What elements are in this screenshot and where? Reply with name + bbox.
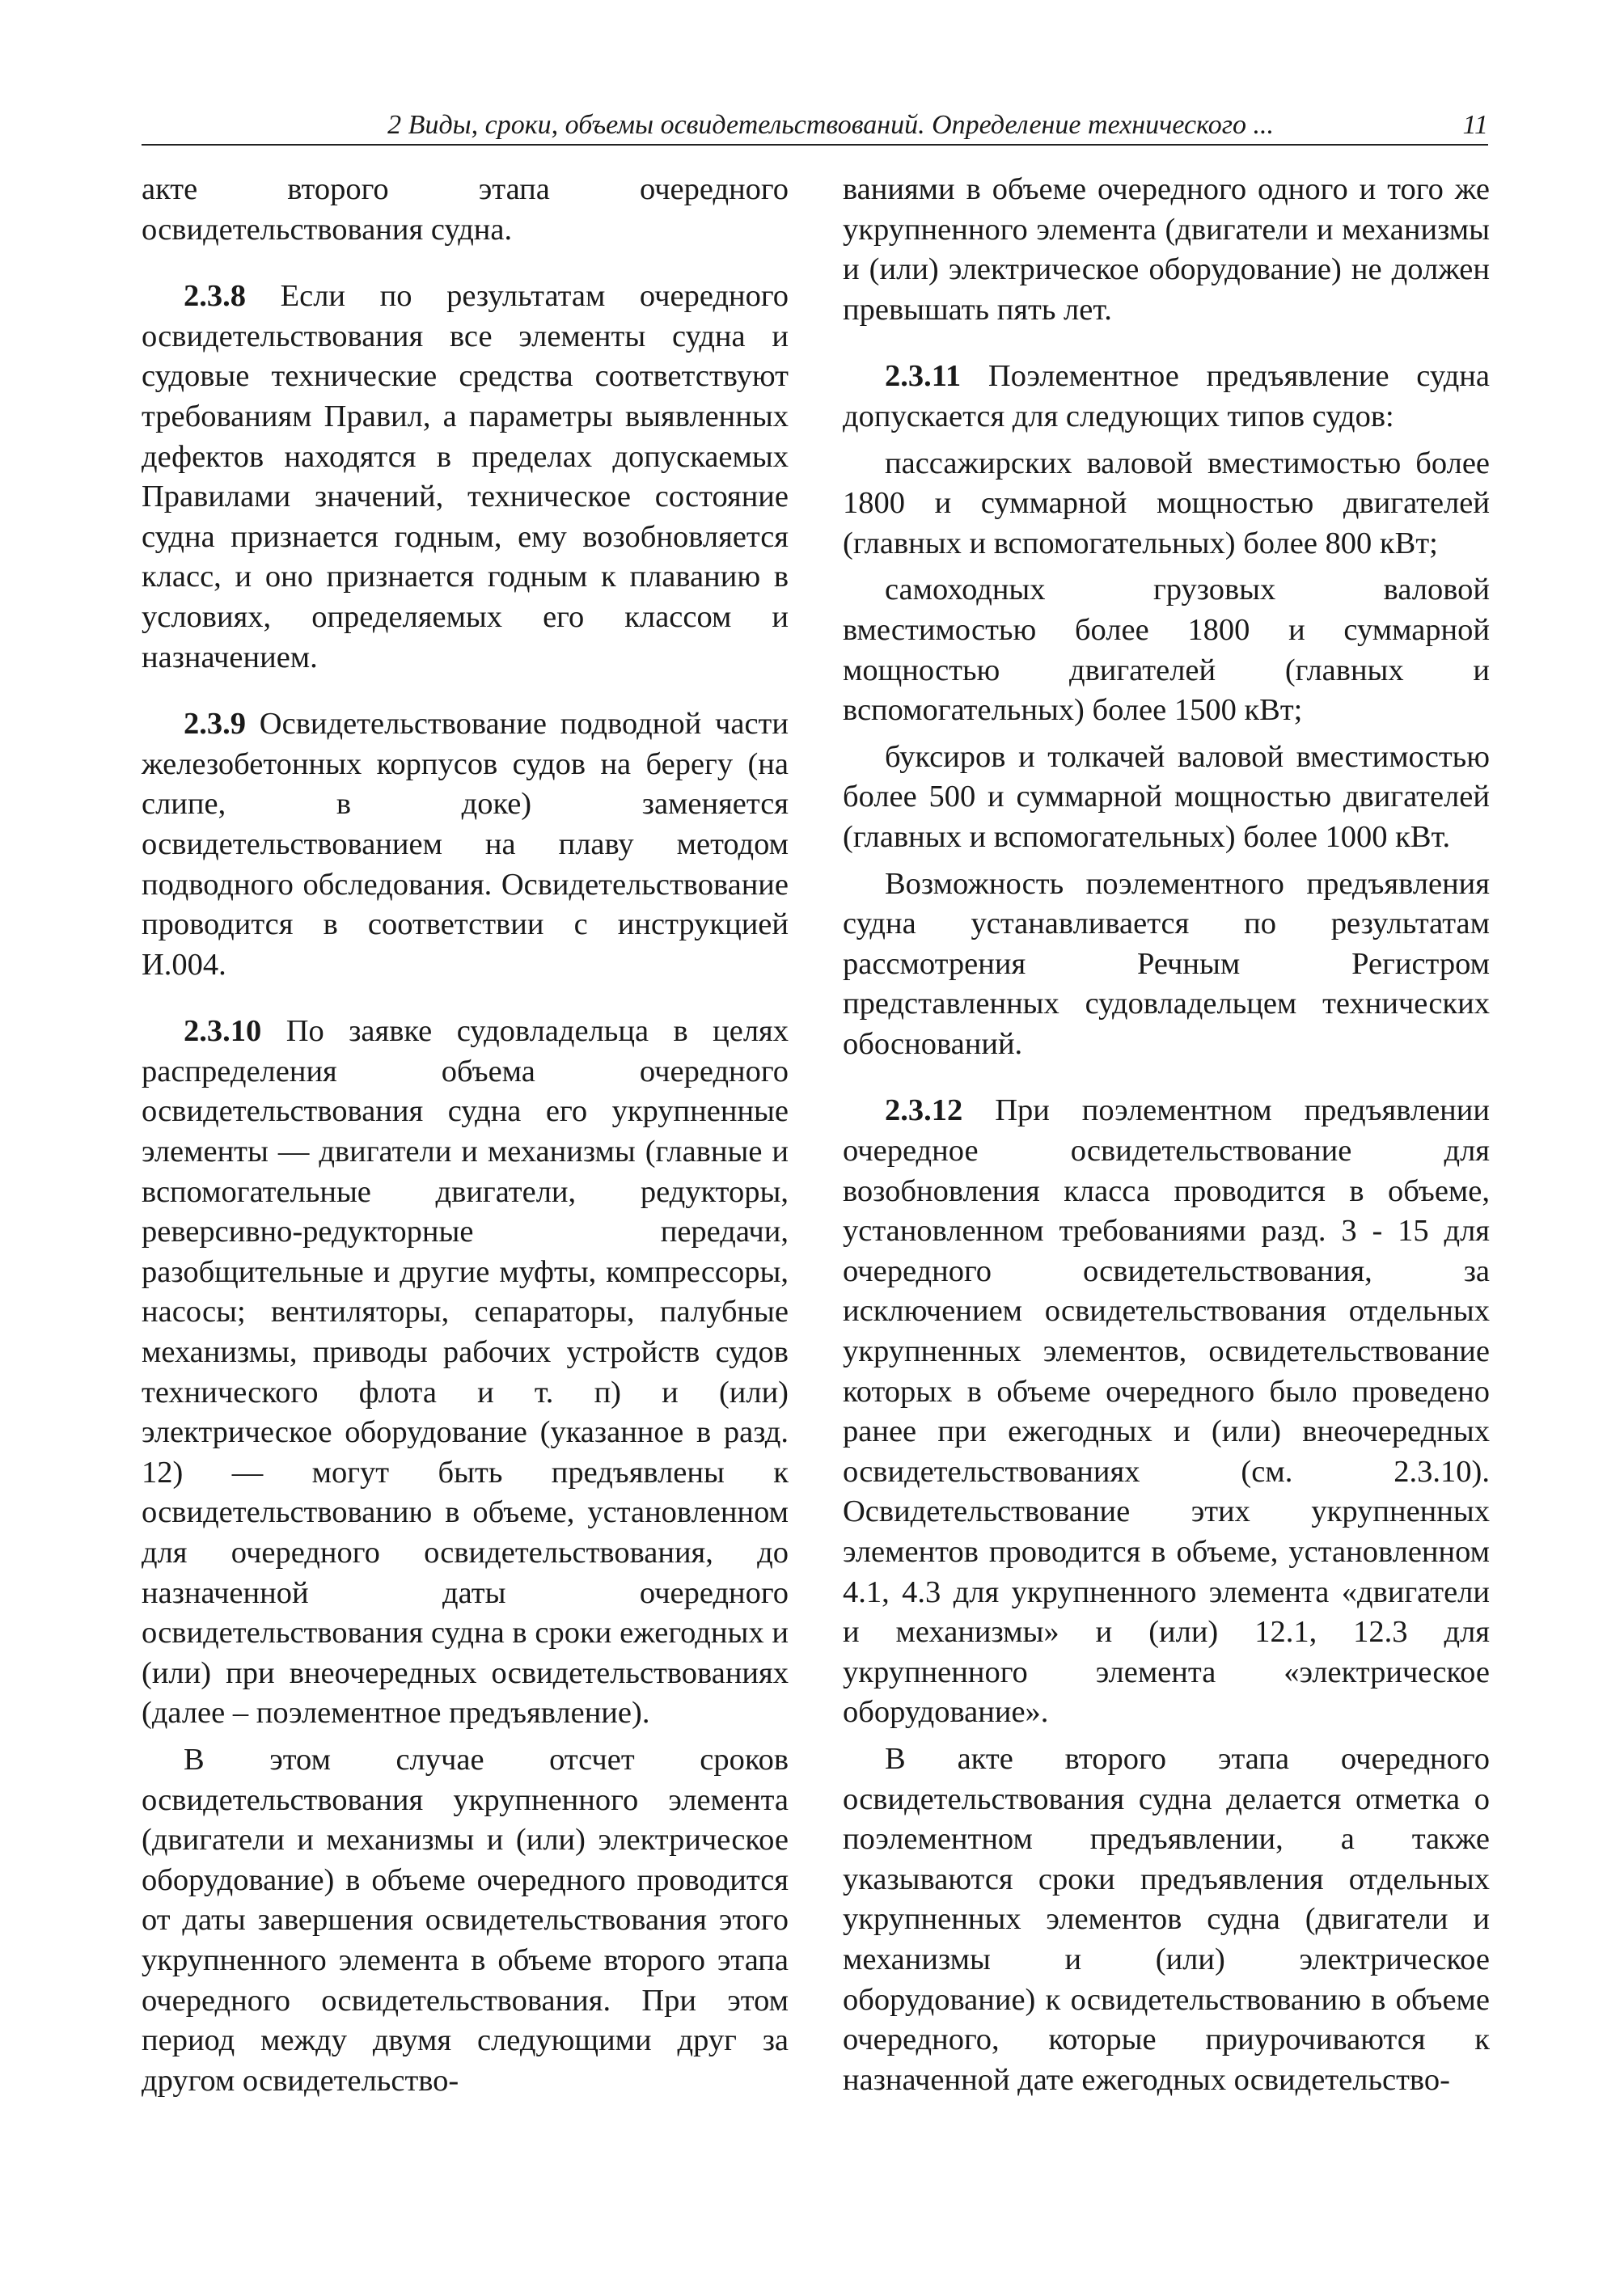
paragraph-2-3-11: 2.3.11 Поэлементное предъявление судна допускается для следующих типов судов: [843,359,1490,433]
running-header-title: 2 Виды, сроки, объемы освидетельствований. Определение технического ... [387,110,1274,140]
section-number: 2.3.8 [184,279,246,314]
paragraph-continuation: акте второго этапа очередного освидетельствования судна. [142,172,789,247]
paragraph-2-3-8: 2.3.8 Если по результатам очередного освидетельствования все элементы судна и судовые технические средства соответствуют требованиям Правил, а параметры выявленных дефектов находятся в пределах допускаемых Правилами значений, техническое состояние судна признается годным, ему возобновляется класс, и оно признается годным к плаванию в условиях, определяемых его классом и назначением. [142,279,789,674]
paragraph-2-3-9: 2.3.9 Освидетельствование подводной части железобетонных корпусов судов на берегу (на слипе, в доке) заменяется освидетельствованием на плаву методом подводного обследования. Освидетельствование проводится в соответствии с инструкцией И.004. [142,707,789,982]
running-header [142,105,1488,146]
right-column [843,170,1490,2100]
section-number: 2.3.12 [885,1093,963,1128]
list-item-passenger: пассажирских валовой вместимостью более 1800 и суммарной мощностью двигателей (главных и вспомогательных) более 800 кВт; [843,446,1490,560]
section-number: 2.3.9 [184,707,246,742]
paragraph-2-3-12: 2.3.12 При поэлементном предъявлении очередное освидетельствование для возобновления класса проводится в объеме, установленном требованиями разд. 3 - 15 для очередного освидетельствования, за исключением освидетельствования отдельных укрупненных элементов, освидетельствование которых в объеме очередного было проведено ранее при ежегодных и (или) внеочередных освидетельствованиях (см. 2.3.10). Освидетельствование этих укрупненных элементов проводится в объеме, установленном 4.1, 4.3 для укрупненного элемента «двигатели и механизмы» и (или) 12.1, 12.3 для укрупненного элемента «электрическое оборудование». [843,1093,1490,1730]
left-column [142,170,789,2101]
paragraph-continuation: ваниями в объеме очередного одного и того же укрупненного элемента (двигатели и механизмы и (или) электрическое оборудование) не должен превышать пять лет. [843,172,1490,327]
paragraph-text: Возможность поэлементного предъявления судна устанавливается по результатам рассмотрения Речным Регистром представленных судовладельцем технических обоснований. [843,866,1490,1061]
paragraph-text: В акте второго этапа очередного освидетельствования судна делается отметка о поэлементном предъявлении, а также указываются сроки предъявления отдельных укрупненных элементов судна (двигатели и механизмы и (или) электрическое оборудование) к освидетельствованию в объеме очередного, которые приурочиваются к назначенной дате ежегодных освидетельство- [843,1741,1490,2097]
section-number: 2.3.11 [885,359,962,394]
list-item-cargo: самоходных грузовых валовой вместимостью более 1800 и суммарной мощностью двигателей (главных и вспомогательных) более 1500 кВт; [843,573,1490,728]
list-item-tugs: буксиров и толкачей валовой вместимостью более 500 и суммарной мощностью двигателей (главных и вспомогательных) более 1000 кВт. [843,739,1490,854]
paragraph-2-3-10: 2.3.10 По заявке судовладельца в целях распределения объема очередного освидетельствования судна его укрупненные элементы — двигатели и механизмы (главные и вспомогательные двигатели, редукторы, реверсивно-редукторные передачи, разобщительные и другие муфты, компрессоры, насосы; вентиляторы, сепараторы, палубные механизмы, приводы рабочих устройств судов технического флота и т. п) и (или) электрическое оборудование (указанное в разд. 12) — могут быть предъявлены к освидетельствованию в объеме, установленном для очередного освидетельствования, до назначенной даты очередного освидетельствования судна в сроки ежегодных и (или) при внеочередных освидетельствованиях (далее – поэлементное предъявление). [142,1014,789,1731]
page-number: 11 [1462,110,1488,140]
paragraph-text: В этом случае отсчет сроков освидетельствования укрупненного элемента (двигатели и механизмы и (или) электрическое оборудование) в объеме очередного проводится от даты завершения освидетельствования этого укрупненного элемента в объеме второго этапа очередного освидетельствования. При этом период между двумя следующими друг за другом освидетельство- [142,1742,789,2098]
section-number: 2.3.10 [184,1014,262,1049]
